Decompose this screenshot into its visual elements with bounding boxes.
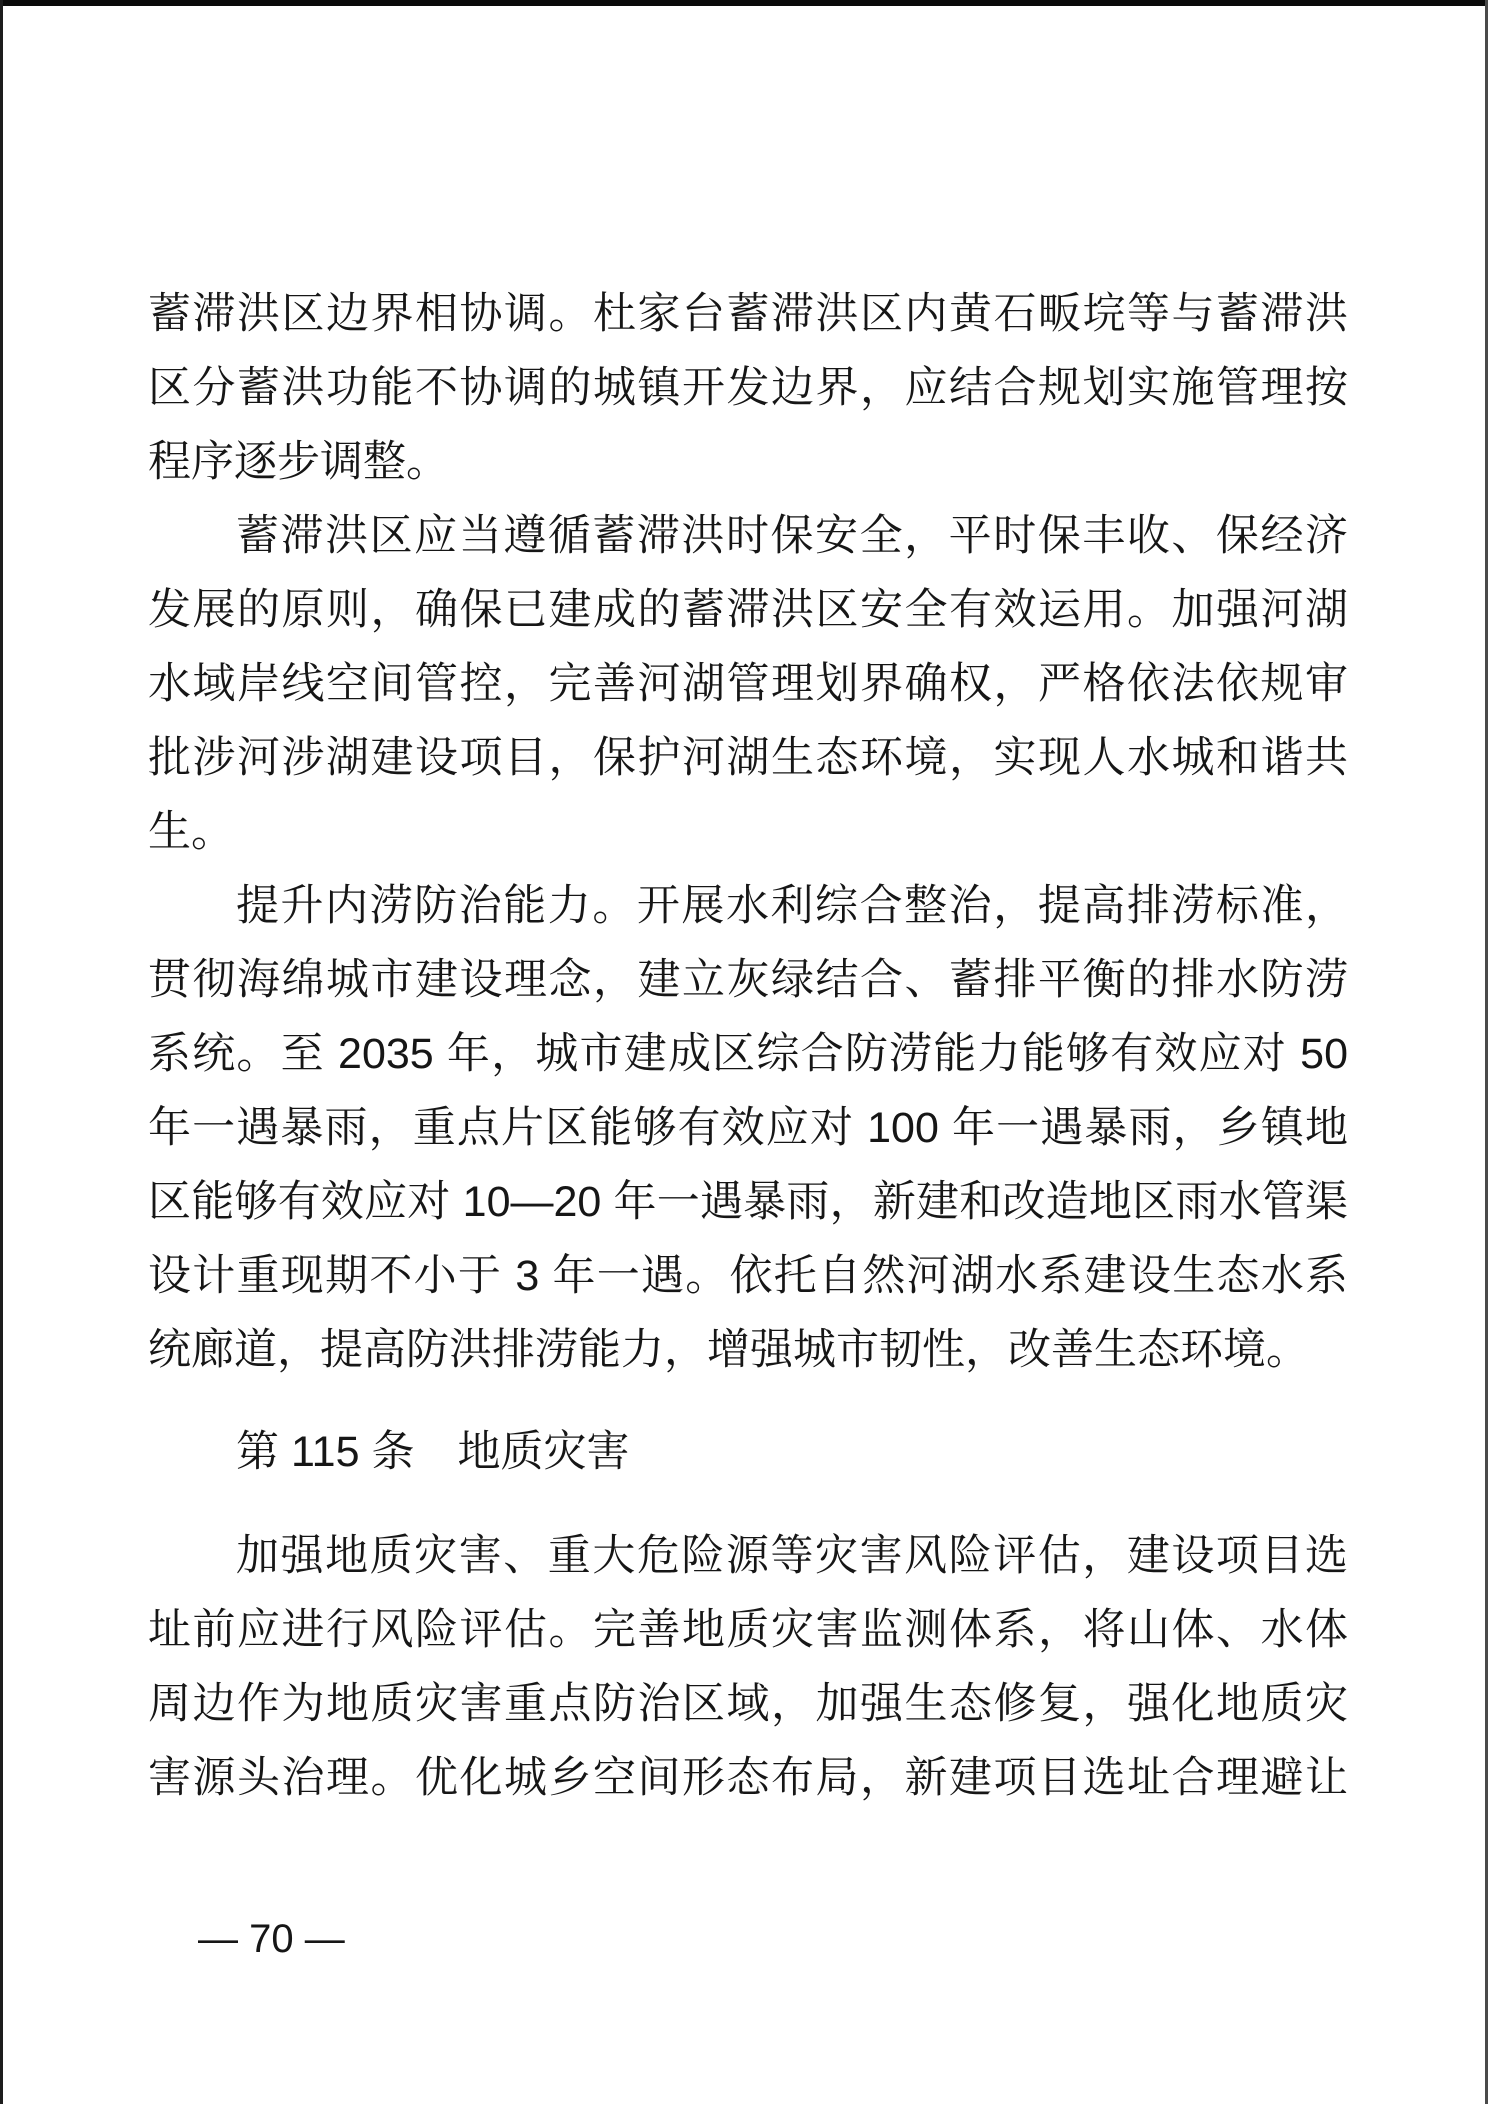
text-line: 批涉河涉湖建设项目，保护河湖生态环境，实现人水城和谐共 bbox=[148, 734, 1348, 782]
text-line: 区分蓄洪功能不协调的城镇开发边界，应结合规划实施管理按 bbox=[148, 364, 1348, 412]
scan-edge-left bbox=[0, 0, 3, 2104]
text-line: 程序逐步调整。 bbox=[148, 438, 449, 486]
text-line: 提升内涝防治能力。开展水利综合整治，提高排涝标准， bbox=[236, 882, 1348, 930]
text-line: 系统。至 2035 年，城市建成区综合防涝能力能够有效应对 50 bbox=[148, 1030, 1348, 1078]
text-line: 害源头治理。优化城乡空间形态布局，新建项目选址合理避让 bbox=[148, 1754, 1348, 1802]
text-line: 蓄滞洪区应当遵循蓄滞洪时保安全，平时保丰收、保经济 bbox=[236, 512, 1348, 560]
text-line: 生。 bbox=[148, 808, 234, 856]
text-line: 址前应进行风险评估。完善地质灾害监测体系，将山体、水体 bbox=[148, 1606, 1348, 1654]
text-line: 加强地质灾害、重大危险源等灾害风险评估，建设项目选 bbox=[236, 1532, 1348, 1580]
text-line: 水域岸线空间管控，完善河湖管理划界确权，严格依法依规审 bbox=[148, 660, 1348, 708]
text-line: 周边作为地质灾害重点防治区域，加强生态修复，强化地质灾 bbox=[148, 1680, 1348, 1728]
page-number: — 70 — bbox=[198, 1917, 345, 1961]
text-line: 蓄滞洪区边界相协调。杜家台蓄滞洪区内黄石畈垸等与蓄滞洪 bbox=[148, 290, 1348, 338]
text-line: 设计重现期不小于 3 年一遇。依托自然河湖水系建设生态水系 bbox=[148, 1252, 1348, 1300]
section-heading: 第 115 条 地质灾害 bbox=[236, 1428, 630, 1476]
body-text bbox=[148, 277, 1348, 1815]
text-line: 贯彻海绵城市建设理念，建立灰绿结合、蓄排平衡的排水防涝 bbox=[148, 956, 1348, 1004]
text-line: 发展的原则，确保已建成的蓄滞洪区安全有效运用。加强河湖 bbox=[148, 586, 1348, 634]
text-line: 统廊道，提高防洪排涝能力，增强城市韧性，改善生态环境。 bbox=[148, 1326, 1309, 1374]
text-line: 区能够有效应对 10—20 年一遇暴雨，新建和改造地区雨水管渠 bbox=[148, 1178, 1348, 1226]
scan-edge-top bbox=[0, 0, 1488, 6]
text-line: 年一遇暴雨，重点片区能够有效应对 100 年一遇暴雨，乡镇地 bbox=[148, 1104, 1348, 1152]
